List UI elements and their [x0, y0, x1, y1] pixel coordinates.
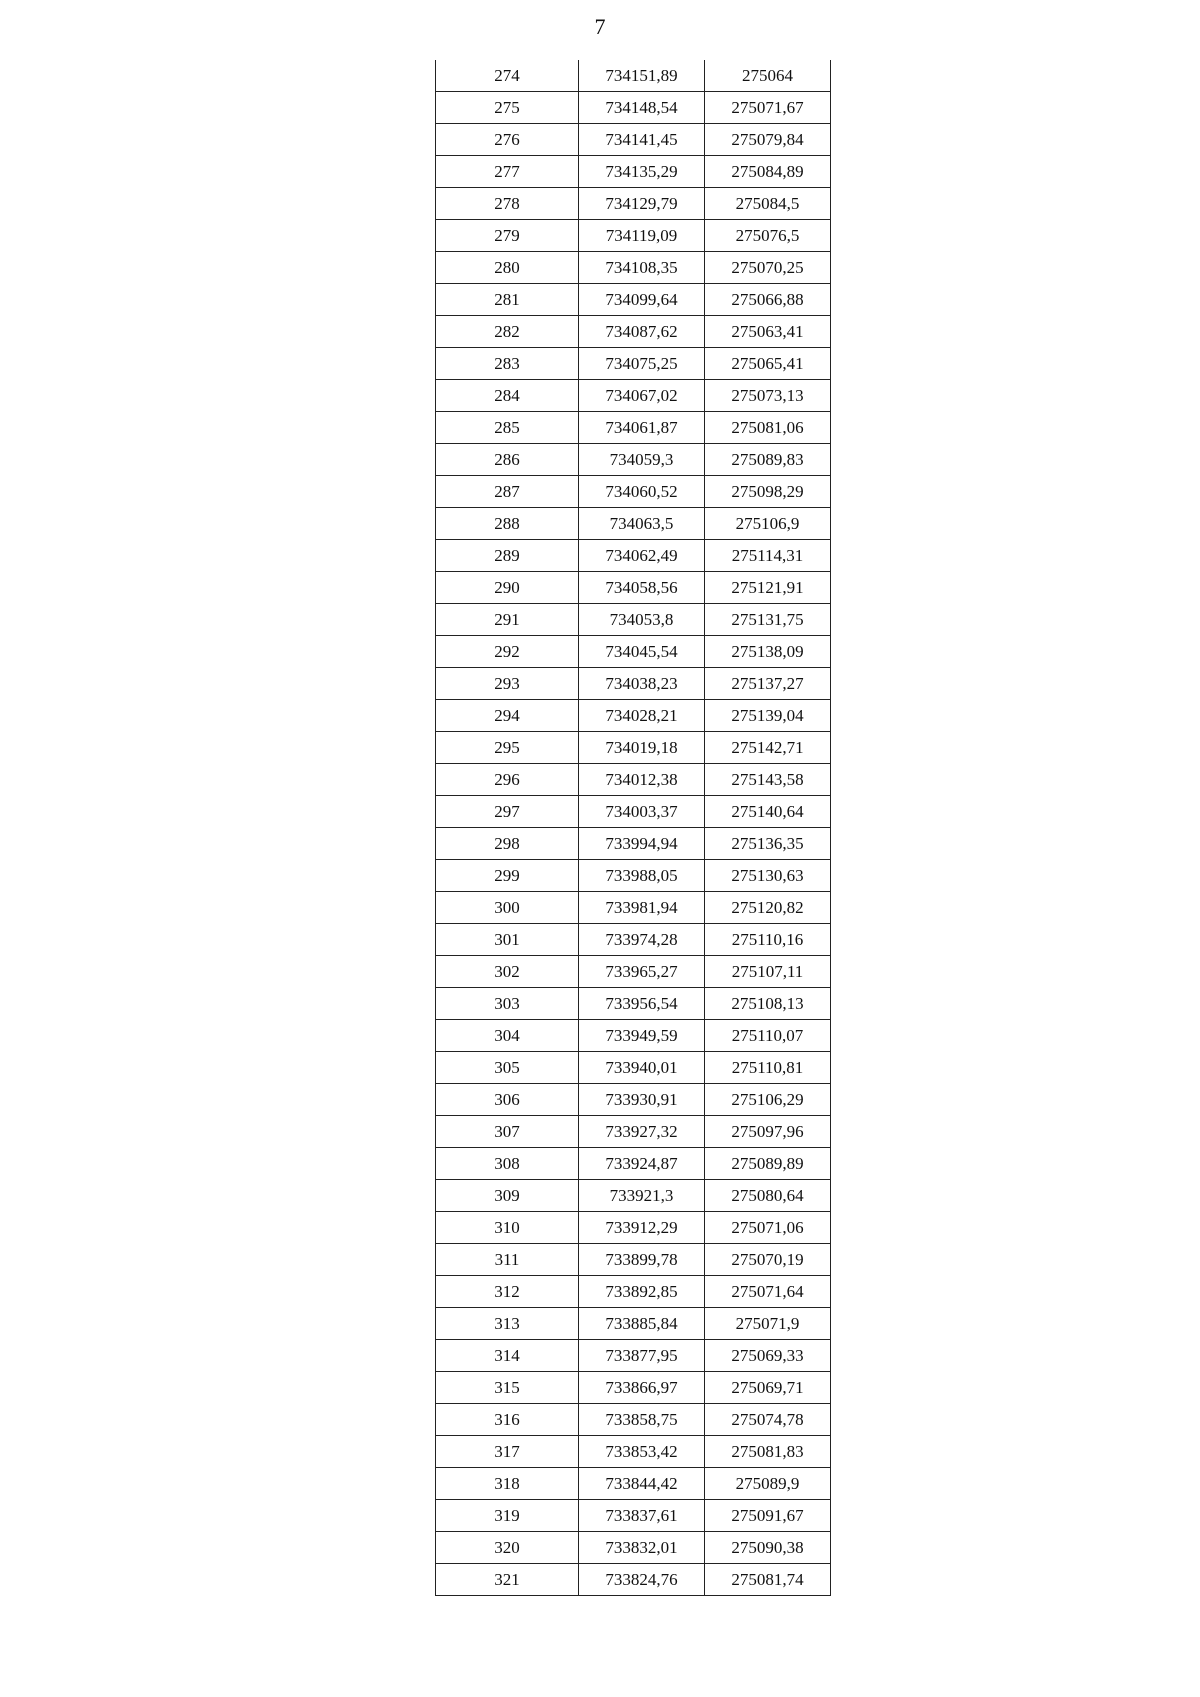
y-coordinate-cell: 275110,07	[705, 1020, 831, 1052]
point-number-cell: 306	[436, 1084, 579, 1116]
x-coordinate-cell: 734053,8	[579, 604, 705, 636]
y-coordinate-cell: 275079,84	[705, 124, 831, 156]
table-row	[436, 1020, 831, 1052]
table-row	[436, 1116, 831, 1148]
table-row	[436, 412, 831, 444]
x-coordinate-cell: 733853,42	[579, 1436, 705, 1468]
point-number-cell: 308	[436, 1148, 579, 1180]
point-number-cell: 294	[436, 700, 579, 732]
y-coordinate-cell: 275064	[705, 60, 831, 92]
table-row	[436, 1564, 831, 1596]
table-row	[436, 1052, 831, 1084]
point-number-cell: 291	[436, 604, 579, 636]
y-coordinate-cell: 275143,58	[705, 764, 831, 796]
y-coordinate-cell: 275138,09	[705, 636, 831, 668]
y-coordinate-cell: 275089,9	[705, 1468, 831, 1500]
table-row	[436, 764, 831, 796]
point-number-cell: 314	[436, 1340, 579, 1372]
table-row	[436, 1244, 831, 1276]
x-coordinate-cell: 734087,62	[579, 316, 705, 348]
x-coordinate-cell: 733956,54	[579, 988, 705, 1020]
y-coordinate-cell: 275081,06	[705, 412, 831, 444]
y-coordinate-cell: 275089,89	[705, 1148, 831, 1180]
point-number-cell: 280	[436, 252, 579, 284]
table-row	[436, 444, 831, 476]
y-coordinate-cell: 275069,71	[705, 1372, 831, 1404]
point-number-cell: 283	[436, 348, 579, 380]
table-row	[436, 476, 831, 508]
table-row	[436, 252, 831, 284]
table-row	[436, 1084, 831, 1116]
table-row	[436, 1340, 831, 1372]
point-number-cell: 290	[436, 572, 579, 604]
x-coordinate-cell: 733899,78	[579, 1244, 705, 1276]
x-coordinate-cell: 734099,64	[579, 284, 705, 316]
point-number-cell: 288	[436, 508, 579, 540]
x-coordinate-cell: 733885,84	[579, 1308, 705, 1340]
x-coordinate-cell: 733949,59	[579, 1020, 705, 1052]
point-number-cell: 276	[436, 124, 579, 156]
y-coordinate-cell: 275071,64	[705, 1276, 831, 1308]
y-coordinate-cell: 275098,29	[705, 476, 831, 508]
table-row	[436, 892, 831, 924]
x-coordinate-cell: 733981,94	[579, 892, 705, 924]
y-coordinate-cell: 275076,5	[705, 220, 831, 252]
point-number-cell: 304	[436, 1020, 579, 1052]
y-coordinate-cell: 275081,83	[705, 1436, 831, 1468]
table-row	[436, 284, 831, 316]
x-coordinate-cell: 734119,09	[579, 220, 705, 252]
table-row	[436, 828, 831, 860]
y-coordinate-cell: 275063,41	[705, 316, 831, 348]
x-coordinate-cell: 733994,94	[579, 828, 705, 860]
table-row	[436, 1212, 831, 1244]
y-coordinate-cell: 275131,75	[705, 604, 831, 636]
y-coordinate-cell: 275089,83	[705, 444, 831, 476]
x-coordinate-cell: 733974,28	[579, 924, 705, 956]
table-row	[436, 60, 831, 92]
table-row	[436, 988, 831, 1020]
x-coordinate-cell: 734060,52	[579, 476, 705, 508]
x-coordinate-cell: 733837,61	[579, 1500, 705, 1532]
coordinates-table	[435, 60, 831, 1596]
x-coordinate-cell: 734061,87	[579, 412, 705, 444]
table-row	[436, 796, 831, 828]
point-number-cell: 302	[436, 956, 579, 988]
x-coordinate-cell: 734075,25	[579, 348, 705, 380]
y-coordinate-cell: 275121,91	[705, 572, 831, 604]
y-coordinate-cell: 275081,74	[705, 1564, 831, 1596]
point-number-cell: 284	[436, 380, 579, 412]
point-number-cell: 313	[436, 1308, 579, 1340]
table-row	[436, 124, 831, 156]
y-coordinate-cell: 275090,38	[705, 1532, 831, 1564]
table-row	[436, 156, 831, 188]
y-coordinate-cell: 275097,96	[705, 1116, 831, 1148]
y-coordinate-cell: 275110,81	[705, 1052, 831, 1084]
point-number-cell: 286	[436, 444, 579, 476]
point-number-cell: 287	[436, 476, 579, 508]
table-row	[436, 1468, 831, 1500]
point-number-cell: 316	[436, 1404, 579, 1436]
y-coordinate-cell: 275073,13	[705, 380, 831, 412]
x-coordinate-cell: 734062,49	[579, 540, 705, 572]
x-coordinate-cell: 734045,54	[579, 636, 705, 668]
table-row	[436, 668, 831, 700]
x-coordinate-cell: 733844,42	[579, 1468, 705, 1500]
point-number-cell: 295	[436, 732, 579, 764]
table-row	[436, 1372, 831, 1404]
table-row	[436, 508, 831, 540]
point-number-cell: 311	[436, 1244, 579, 1276]
y-coordinate-cell: 275084,89	[705, 156, 831, 188]
x-coordinate-cell: 733940,01	[579, 1052, 705, 1084]
x-coordinate-cell: 734151,89	[579, 60, 705, 92]
point-number-cell: 301	[436, 924, 579, 956]
y-coordinate-cell: 275120,82	[705, 892, 831, 924]
table-row	[436, 1532, 831, 1564]
x-coordinate-cell: 734028,21	[579, 700, 705, 732]
point-number-cell: 307	[436, 1116, 579, 1148]
table-row	[436, 316, 831, 348]
point-number-cell: 303	[436, 988, 579, 1020]
point-number-cell: 315	[436, 1372, 579, 1404]
y-coordinate-cell: 275130,63	[705, 860, 831, 892]
point-number-cell: 312	[436, 1276, 579, 1308]
table-row	[436, 1500, 831, 1532]
point-number-cell: 293	[436, 668, 579, 700]
table-row	[436, 604, 831, 636]
y-coordinate-cell: 275140,64	[705, 796, 831, 828]
x-coordinate-cell: 734012,38	[579, 764, 705, 796]
y-coordinate-cell: 275071,67	[705, 92, 831, 124]
y-coordinate-cell: 275071,06	[705, 1212, 831, 1244]
x-coordinate-cell: 733877,95	[579, 1340, 705, 1372]
point-number-cell: 285	[436, 412, 579, 444]
table-row	[436, 860, 831, 892]
x-coordinate-cell: 733832,01	[579, 1532, 705, 1564]
y-coordinate-cell: 275091,67	[705, 1500, 831, 1532]
point-number-cell: 320	[436, 1532, 579, 1564]
point-number-cell: 299	[436, 860, 579, 892]
point-number-cell: 297	[436, 796, 579, 828]
x-coordinate-cell: 734063,5	[579, 508, 705, 540]
coordinates-table-body	[436, 60, 831, 1596]
point-number-cell: 274	[436, 60, 579, 92]
point-number-cell: 300	[436, 892, 579, 924]
table-row	[436, 92, 831, 124]
y-coordinate-cell: 275137,27	[705, 668, 831, 700]
table-row	[436, 924, 831, 956]
table-row	[436, 540, 831, 572]
table-row	[436, 956, 831, 988]
y-coordinate-cell: 275108,13	[705, 988, 831, 1020]
y-coordinate-cell: 275142,71	[705, 732, 831, 764]
point-number-cell: 289	[436, 540, 579, 572]
y-coordinate-cell: 275136,35	[705, 828, 831, 860]
y-coordinate-cell: 275069,33	[705, 1340, 831, 1372]
table-row	[436, 1148, 831, 1180]
point-number-cell: 310	[436, 1212, 579, 1244]
table-row	[436, 1436, 831, 1468]
x-coordinate-cell: 734141,45	[579, 124, 705, 156]
x-coordinate-cell: 733965,27	[579, 956, 705, 988]
x-coordinate-cell: 734135,29	[579, 156, 705, 188]
x-coordinate-cell: 734019,18	[579, 732, 705, 764]
x-coordinate-cell: 734129,79	[579, 188, 705, 220]
x-coordinate-cell: 733924,87	[579, 1148, 705, 1180]
point-number-cell: 318	[436, 1468, 579, 1500]
y-coordinate-cell: 275139,04	[705, 700, 831, 732]
x-coordinate-cell: 733858,75	[579, 1404, 705, 1436]
y-coordinate-cell: 275110,16	[705, 924, 831, 956]
point-number-cell: 281	[436, 284, 579, 316]
y-coordinate-cell: 275066,88	[705, 284, 831, 316]
x-coordinate-cell: 733930,91	[579, 1084, 705, 1116]
table-row	[436, 572, 831, 604]
x-coordinate-cell: 733912,29	[579, 1212, 705, 1244]
table-row	[436, 1276, 831, 1308]
x-coordinate-cell: 734148,54	[579, 92, 705, 124]
x-coordinate-cell: 733988,05	[579, 860, 705, 892]
table-row	[436, 700, 831, 732]
y-coordinate-cell: 275070,25	[705, 252, 831, 284]
point-number-cell: 275	[436, 92, 579, 124]
y-coordinate-cell: 275114,31	[705, 540, 831, 572]
x-coordinate-cell: 733921,3	[579, 1180, 705, 1212]
x-coordinate-cell: 733866,97	[579, 1372, 705, 1404]
point-number-cell: 277	[436, 156, 579, 188]
table-row	[436, 1308, 831, 1340]
y-coordinate-cell: 275071,9	[705, 1308, 831, 1340]
y-coordinate-cell: 275065,41	[705, 348, 831, 380]
table-row	[436, 348, 831, 380]
table-row	[436, 188, 831, 220]
table-row	[436, 1180, 831, 1212]
table-row	[436, 636, 831, 668]
point-number-cell: 292	[436, 636, 579, 668]
y-coordinate-cell: 275074,78	[705, 1404, 831, 1436]
point-number-cell: 305	[436, 1052, 579, 1084]
page-number: 7	[594, 14, 606, 39]
y-coordinate-cell: 275106,9	[705, 508, 831, 540]
point-number-cell: 278	[436, 188, 579, 220]
y-coordinate-cell: 275106,29	[705, 1084, 831, 1116]
point-number-cell: 282	[436, 316, 579, 348]
table-row	[436, 220, 831, 252]
point-number-cell: 319	[436, 1500, 579, 1532]
x-coordinate-cell: 733824,76	[579, 1564, 705, 1596]
point-number-cell: 317	[436, 1436, 579, 1468]
y-coordinate-cell: 275070,19	[705, 1244, 831, 1276]
table-row	[436, 380, 831, 412]
x-coordinate-cell: 734067,02	[579, 380, 705, 412]
x-coordinate-cell: 734058,56	[579, 572, 705, 604]
y-coordinate-cell: 275084,5	[705, 188, 831, 220]
x-coordinate-cell: 734038,23	[579, 668, 705, 700]
x-coordinate-cell: 734003,37	[579, 796, 705, 828]
table-row	[436, 1404, 831, 1436]
point-number-cell: 298	[436, 828, 579, 860]
x-coordinate-cell: 733892,85	[579, 1276, 705, 1308]
point-number-cell: 279	[436, 220, 579, 252]
x-coordinate-cell: 733927,32	[579, 1116, 705, 1148]
table-row	[436, 732, 831, 764]
x-coordinate-cell: 734059,3	[579, 444, 705, 476]
y-coordinate-cell: 275080,64	[705, 1180, 831, 1212]
y-coordinate-cell: 275107,11	[705, 956, 831, 988]
x-coordinate-cell: 734108,35	[579, 252, 705, 284]
point-number-cell: 296	[436, 764, 579, 796]
point-number-cell: 321	[436, 1564, 579, 1596]
point-number-cell: 309	[436, 1180, 579, 1212]
